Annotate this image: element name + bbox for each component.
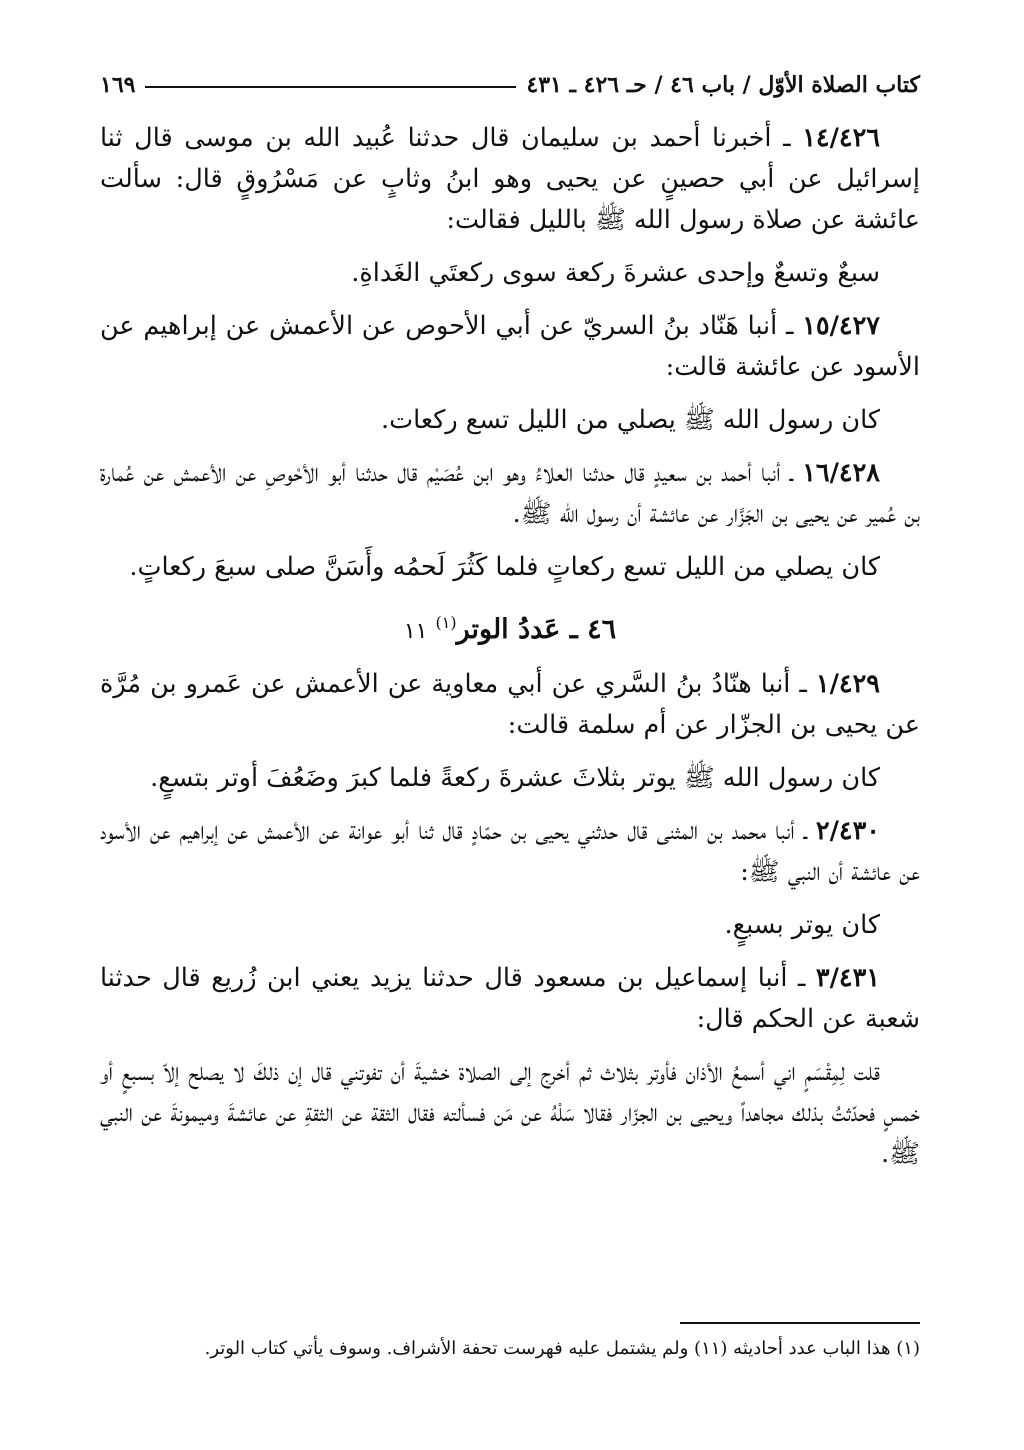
hadith-430 bbox=[100, 811, 920, 893]
hadith-isnad: ـ أنبا محمد بن المثنى قال حدثني يحيى بن حمّادٍ قال ثنا أبو عوانة عن الأعمش عن إبراهيم عن الأسود عن عائشة أن النبي ﷺ: bbox=[100, 816, 920, 887]
footnote-separator bbox=[680, 1322, 920, 1324]
hadith-isnad: ـ أنبا إسماعيل بن مسعود قال حدثنا يزيد يعني ابن زُريع قال حدثنا شعبة عن الحكم قال: bbox=[100, 963, 920, 1034]
hadith-number: ١٦/٤٢٨ bbox=[802, 458, 880, 488]
page-body bbox=[100, 118, 920, 1187]
chapter-heading bbox=[100, 602, 920, 652]
hadith-429 bbox=[100, 664, 920, 746]
header-rule bbox=[145, 86, 516, 88]
footnote: (١) هذا الباب عدد أحاديثه (١١) ولم يشتمل عليه فهرست تحفة الأشراف. وسوف يأتي كتاب الوتر. bbox=[204, 1338, 920, 1359]
hadith-matn: سبعٌ وتسعٌ وإحدى عشرةَ ركعة سوى ركعتَي الغَداةِ. bbox=[351, 258, 880, 288]
hadith-number: ١٥/٤٢٧ bbox=[802, 311, 880, 341]
hadith-number: ٢/٤٣٠ bbox=[815, 816, 880, 846]
hadith-isnad: ـ أنبا أحمد بن سعيدٍ قال حدثنا العلاءُ وهو ابن عُصَيْم قال حدثنا أبو الأحْوصِ عن الأعمش عن عُمارة بن عُمير عن يحيى بن الجَزَّار عن عائشة أن رسول الله ﷺ. bbox=[100, 458, 920, 529]
hadith-matn: كان يوتر بسبعٍ. bbox=[724, 910, 880, 940]
hadith-number: ٣/٤٣١ bbox=[815, 963, 880, 993]
chapter-hadith-count: ١١ bbox=[403, 619, 428, 644]
hadith-431 bbox=[100, 958, 920, 1040]
hadith-427 bbox=[100, 306, 920, 388]
page-number: ١٦٩ bbox=[100, 72, 136, 98]
hadith-426 bbox=[100, 118, 920, 241]
hadith-isnad: ـ أخبرنا أحمد بن سليمان قال حدثنا عُبيد الله بن موسى قال ثنا إسرائيل عن أبي حصينٍ عن يحيى وهو ابنُ وثابٍ عن مَسْرُوقٍ قال: سألت عائشة عن صلاة رسول الله ﷺ بالليل فقالت: bbox=[100, 123, 920, 235]
hadith-number: ١/٤٢٩ bbox=[815, 669, 880, 699]
hadith-matn: كان يصلي من الليل تسع ركعاتٍ فلما كَثُرَ لَحمُه وأَسَنَّ صلى سبعَ ركعاتٍ. bbox=[129, 552, 880, 582]
running-header bbox=[100, 62, 920, 98]
hadith-number: ١٤/٤٢٦ bbox=[802, 123, 880, 153]
hadith-isnad: ـ أنبا هَنّاد بنُ السريّ عن أبي الأحوص عن الأعمش عن إبراهيم عن الأسود عن عائشة قالت: bbox=[100, 311, 920, 382]
hadith-isnad: ـ أنبا هنّادُ بنُ السَّري عن أبي معاوية عن الأعمش عن عَمرو بن مُرَّة عن يحيى بن الجزّار عن أم سلمة قالت: bbox=[100, 669, 920, 740]
hadith-matn: كان رسول الله ﷺ يصلي من الليل تسع ركعات. bbox=[381, 405, 880, 435]
footnote-ref: (١) bbox=[435, 613, 457, 632]
header-title: كتاب الصلاة الأوّل / باب ٤٦ / حـ ٤٢٦ ـ ٤٣١ bbox=[526, 72, 920, 98]
hadith-matn: كان رسول الله ﷺ يوتر بثلاثَ عشرةَ ركعةً فلما كبرَ وضَعُفَ أوتر بتسعٍ. bbox=[150, 763, 880, 793]
hadith-matn: قلت لِمِقْسَمٍ اني أسمعُ الأذان فأوتر بثلاث ثم أخرج إلى الصلاة خشيةَ أن تفوتني قال إن ذلكَ لا يصلح إلاّ بسبعٍ أو خمسٍ فحدّثتُ بذلك مجاهداً ويحيى بن الجزّار فقالا سَلْهُ عن مَن فسألته فقال الثقة عن الثقةِ عن عائشةَ وميمونةَ عن النبي ﷺ. bbox=[100, 1057, 920, 1169]
hadith-428 bbox=[100, 453, 920, 535]
chapter-title: ٤٦ ـ عَددُ الوتر bbox=[456, 614, 617, 645]
